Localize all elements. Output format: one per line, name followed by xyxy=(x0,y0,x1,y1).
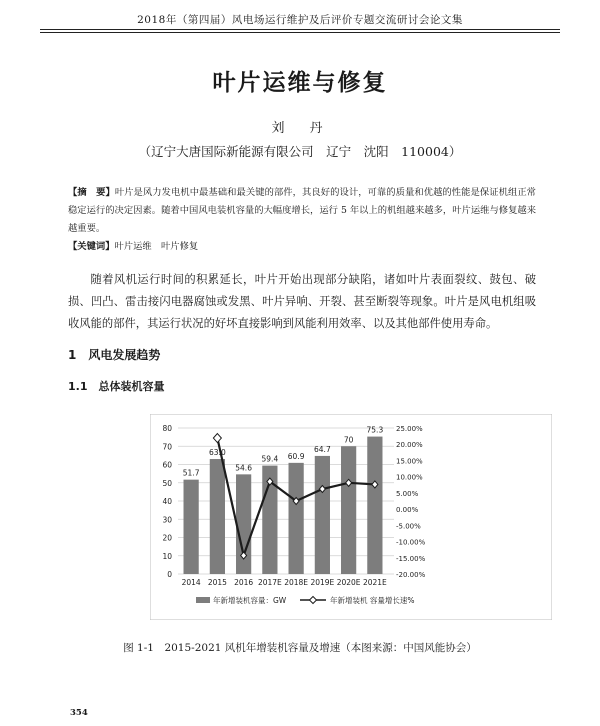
bar-data-label: 51.7 xyxy=(182,468,200,478)
legend-label-bar: 年新增装机容量：GW xyxy=(213,596,287,605)
x-tick-label: 2018E xyxy=(284,578,309,587)
x-tick-label: 2015 xyxy=(207,578,227,587)
y-tick-label-left: 70 xyxy=(162,442,172,452)
bar-data-label: 59.4 xyxy=(261,454,279,464)
subsection-heading: 1.1 总体装机容量 xyxy=(68,380,165,393)
abstract xyxy=(68,184,536,238)
running-header: 2018年（第四届）风电场运行维护及后评价专题交流研讨会论文集 xyxy=(137,14,463,26)
section-heading: 1 风电发展趋势 xyxy=(68,348,161,362)
y-tick-label-right: 15.00% xyxy=(396,457,423,466)
figure-caption: 图 1-1 2015-2021 风机年增装机容量及增速（本图来源：中国风能协会） xyxy=(123,642,477,654)
x-tick-label: 2019E xyxy=(310,578,335,587)
affiliation: （辽宁大唐国际新能源有限公司 辽宁 沈阳 110004） xyxy=(138,144,462,159)
legend-swatch-bar xyxy=(196,597,210,603)
bar xyxy=(184,480,199,574)
bar xyxy=(315,456,330,574)
x-tick-label: 2014 xyxy=(181,578,201,587)
y-tick-label-right: -10.00% xyxy=(396,538,426,547)
header-rule-thin xyxy=(40,32,560,33)
keywords-text: 叶片运维 叶片修复 xyxy=(114,241,199,252)
y-tick-label-right: -20.00% xyxy=(396,571,426,579)
bar xyxy=(289,463,304,574)
capacity-chart xyxy=(150,414,552,620)
y-tick-label-left: 20 xyxy=(162,533,172,543)
y-tick-label-left: 0 xyxy=(167,570,172,579)
bar xyxy=(210,459,225,574)
y-tick-label-right: -15.00% xyxy=(396,554,426,563)
bar xyxy=(341,446,356,574)
abstract-label: 【摘 要】 xyxy=(68,187,115,198)
y-tick-label-right: 10.00% xyxy=(396,473,423,482)
page-number: 354 xyxy=(70,708,88,718)
y-tick-label-right: 20.00% xyxy=(396,441,423,450)
abstract-text: 叶片是风力发电机中最基础和最关键的部件，其良好的设计，可靠的质量和优越的性能是保证机组正常稳定运行的决定因素。随着中国风电装机容量的大幅度增长，运行 5 年以上的机组越来越多，叶片运维与修复越来越重要。 xyxy=(68,187,536,234)
header-rule xyxy=(40,29,560,30)
y-tick-label-left: 10 xyxy=(162,551,172,561)
y-tick-label-left: 30 xyxy=(162,515,172,525)
y-tick-label-right: 0.00% xyxy=(396,506,419,515)
x-tick-label: 2017E xyxy=(257,578,282,587)
bar-data-label: 63.0 xyxy=(209,448,226,458)
intro-paragraph xyxy=(68,269,536,335)
y-tick-label-left: 80 xyxy=(162,424,172,433)
author: 刘 丹 xyxy=(271,121,329,136)
bar-data-label: 64.7 xyxy=(314,444,331,454)
bar xyxy=(367,437,382,574)
bar-data-label: 60.9 xyxy=(287,451,305,461)
y-tick-label-right: 25.00% xyxy=(396,425,423,433)
bar-data-label: 54.6 xyxy=(235,463,252,473)
x-tick-label: 2020E xyxy=(336,578,361,587)
y-tick-label-left: 40 xyxy=(162,497,172,506)
x-tick-label: 2016 xyxy=(234,578,254,587)
y-tick-label-right: -5.00% xyxy=(396,522,421,531)
x-tick-label: 2021E xyxy=(362,578,387,587)
y-tick-label-left: 60 xyxy=(162,460,172,470)
y-tick-label-right: 5.00% xyxy=(396,489,419,498)
keywords xyxy=(68,238,536,256)
y-tick-label-left: 50 xyxy=(162,478,172,488)
bar-data-label: 75.3 xyxy=(366,425,384,435)
intro-text: 随着风机运行时间的积累延长，叶片开始出现部分缺陷，诸如叶片表面裂纹、鼓包、破损、凹凸、雷击接闪电器腐蚀或发黑、叶片异响、开裂、甚至断裂等现象。叶片是风电机组吸收风能的部件，其运行状况的好坏直接影响到风能利用效率、以及其他部件使用寿命。 xyxy=(68,273,536,330)
legend-label-line: 年新增装机 容量增长速% xyxy=(330,596,415,605)
paper-title: 叶片运维与修复 xyxy=(212,70,388,96)
bar-data-label: 70 xyxy=(343,435,354,445)
keywords-label: 【关键词】 xyxy=(68,241,115,252)
